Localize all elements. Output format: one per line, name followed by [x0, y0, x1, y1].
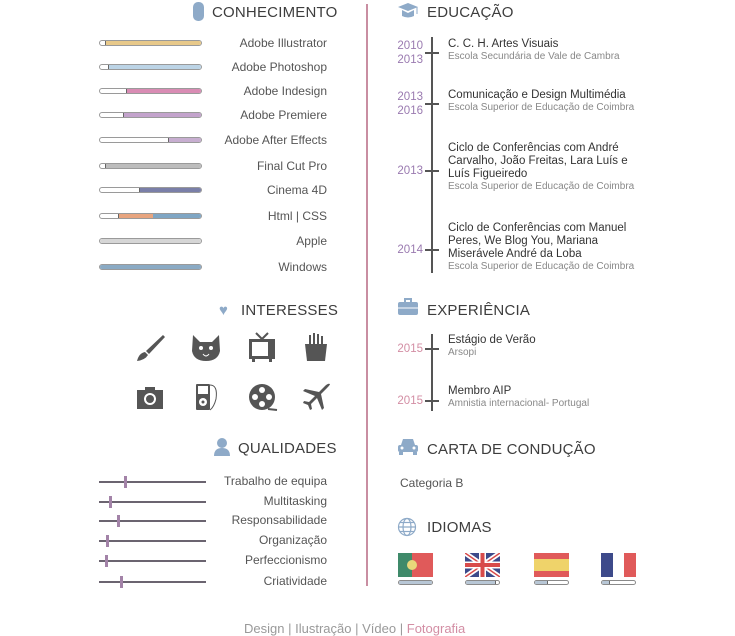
- skill-label: Adobe Photoshop: [231, 60, 327, 74]
- quality-marker: [105, 555, 108, 567]
- education-title: Ciclo de Conferências com Manuel Peres, We Blog You, Mariana Miserávele André da Loba: [448, 222, 627, 260]
- experience-year: 2015: [397, 395, 423, 407]
- education-title: Comunicação e Design Multimédia: [448, 89, 626, 101]
- skill-level-bar: [99, 238, 202, 244]
- skill-level-bar: [99, 112, 202, 118]
- cat-icon: [190, 331, 222, 363]
- skill-level-bar: [99, 264, 202, 270]
- skill-level-bar: [99, 64, 202, 70]
- quality-slider: [99, 501, 206, 503]
- tv-icon: [246, 331, 278, 363]
- car-icon: [397, 438, 419, 456]
- skill-label: Final Cut Pro: [256, 159, 327, 173]
- education-years: 2013 2016: [397, 91, 423, 117]
- skill-label: Adobe After Effects: [224, 133, 327, 147]
- quality-slider: [99, 560, 206, 562]
- camera-icon: [134, 381, 166, 413]
- column-divider: [366, 4, 368, 586]
- quality-slider: [99, 581, 206, 583]
- experience-entry: [448, 385, 648, 410]
- quality-marker: [109, 496, 112, 508]
- skill-label: Cinema 4D: [266, 183, 327, 197]
- briefcase-icon: [398, 298, 418, 316]
- education-school: Escola Secundária de Vale de Cambra: [448, 51, 620, 62]
- education-heading: EDUCAÇÃO: [427, 4, 514, 21]
- education-timeline: [431, 37, 433, 273]
- skill-level-bar: [99, 163, 202, 169]
- skill-label: Apple: [296, 234, 327, 248]
- quality-marker: [117, 515, 120, 527]
- graduation-cap-icon: [397, 1, 419, 23]
- footer-photography: Fotografia: [406, 621, 466, 636]
- skill-level-bar: [99, 187, 202, 193]
- qualities-heading: QUALIDADES: [238, 440, 337, 457]
- language-level-bar: [465, 580, 500, 585]
- experience-heading: EXPERIÊNCIA: [427, 302, 531, 319]
- footer-illustration: Ilustração: [295, 621, 352, 636]
- skill-label: Adobe Indesign: [243, 84, 327, 98]
- education-title: C. C. H. Artes Visuais: [448, 38, 559, 50]
- footer-design: Design: [244, 621, 285, 636]
- heart-icon: ♥: [219, 302, 228, 319]
- education-entry: [448, 38, 648, 63]
- education-entry: [448, 89, 648, 114]
- mouse-icon: [193, 2, 204, 21]
- quality-label: Perfeccionismo: [244, 553, 327, 567]
- quality-label: Trabalho de equipa: [224, 474, 327, 488]
- timeline-tick: [425, 400, 439, 402]
- separator: |: [399, 621, 404, 636]
- skill-level-bar: [99, 40, 202, 46]
- language-level-bar: [398, 580, 433, 585]
- education-school: Escola Superior de Educação de Coimbra: [448, 102, 635, 113]
- separator: |: [288, 621, 292, 636]
- france-flag: [601, 553, 636, 577]
- timeline-tick: [425, 103, 439, 105]
- globe-icon: [397, 517, 417, 537]
- license-heading: CARTA DE CONDUÇÃO: [427, 441, 596, 458]
- license-category: Categoria B: [400, 476, 464, 490]
- experience-org: Amnistia internacional- Portugal: [448, 398, 590, 409]
- quality-marker: [124, 476, 127, 488]
- uk-flag: [465, 553, 500, 577]
- footer-tags: [244, 621, 465, 636]
- skill-label: Windows: [278, 260, 327, 274]
- experience-title: Estágio de Verão: [448, 334, 536, 346]
- experience-org: Arsopi: [448, 347, 477, 358]
- skill-label: Html | CSS: [267, 209, 327, 223]
- education-years: 2010 2013: [397, 40, 423, 66]
- skill-level-bar: [99, 137, 202, 143]
- education-entry: [448, 222, 648, 273]
- education-years: 2014: [397, 244, 423, 256]
- airplane-icon: [300, 381, 332, 413]
- education-entry: [448, 142, 648, 193]
- skill-label: Adobe Illustrator: [239, 36, 327, 50]
- separator: |: [355, 621, 359, 636]
- quality-label: Organização: [258, 533, 327, 547]
- quality-slider: [99, 520, 206, 522]
- skill-label: Adobe Premiere: [240, 108, 327, 122]
- interests-heading: INTERESSES: [241, 302, 339, 319]
- experience-title: Membro AIP: [448, 385, 512, 397]
- language-level-bar: [534, 580, 569, 585]
- language-level-bar: [601, 580, 636, 585]
- quality-slider: [99, 540, 206, 542]
- skills-heading: CONHECIMENTO: [212, 4, 338, 21]
- quality-marker: [106, 535, 109, 547]
- footer-video: Vídeo: [362, 621, 397, 636]
- quality-slider: [99, 481, 206, 483]
- person-icon: [213, 437, 231, 457]
- quality-label: Responsabilidade: [231, 513, 327, 527]
- spain-flag: [534, 553, 569, 577]
- experience-year: 2015: [397, 343, 423, 355]
- quality-label: Criatividade: [263, 574, 327, 588]
- paintbrush-icon: [134, 331, 166, 363]
- timeline-tick: [425, 170, 439, 172]
- timeline-tick: [425, 52, 439, 54]
- timeline-tick: [425, 348, 439, 350]
- quality-label: Multitasking: [263, 494, 327, 508]
- skill-level-bar: [99, 213, 202, 219]
- languages-heading: IDIOMAS: [427, 519, 492, 536]
- quality-marker: [120, 576, 123, 588]
- experience-entry: [448, 334, 648, 359]
- timeline-tick: [425, 249, 439, 251]
- film-reel-icon: [246, 381, 278, 413]
- ipod-icon: [190, 381, 222, 413]
- education-title: Ciclo de Conferências com André Carvalho, João Freitas, Lara Luís e Luís Figueiredo: [448, 142, 628, 180]
- education-school: Escola Superior de Educação de Coimbra: [448, 261, 635, 272]
- portugal-flag: [398, 553, 433, 577]
- fries-icon: [300, 331, 332, 363]
- skill-level-bar: [99, 88, 202, 94]
- education-years: 2013: [397, 165, 423, 177]
- education-school: Escola Superior de Educação de Coimbra: [448, 181, 635, 192]
